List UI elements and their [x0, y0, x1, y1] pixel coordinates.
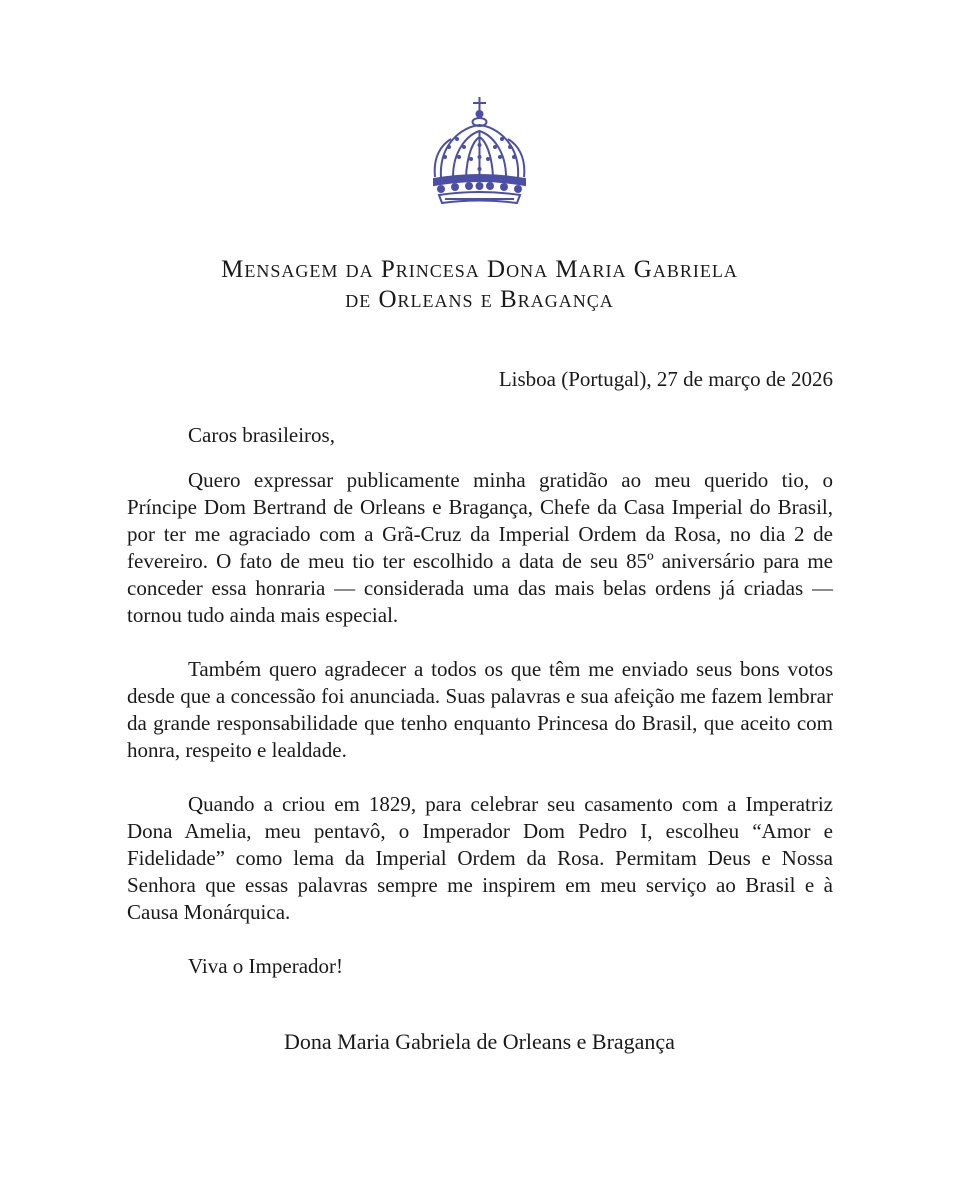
- paragraph-3: Quando a criou em 1829, para celebrar seu casamento com a Imperatriz Dona Amelia, meu pentavô, o Imperador Dom Pedro I, escolheu “Amor e Fidelidade” como lema da Imperial Ordem da Rosa. Permitam Deus e Nossa Senhora que essas palavras sempre me inspirem em meu serviço ao Brasil e à Causa Monárquica.: [127, 792, 833, 924]
- message-title-line-2: de Orleans e Bragança: [345, 286, 614, 313]
- imperial-crown-icon: [431, 95, 528, 211]
- greeting: Caros brasileiros,: [188, 423, 335, 447]
- signature-name: Dona Maria Gabriela de Orleans e Bragança: [284, 1029, 675, 1054]
- place-and-date: Lisboa (Portugal), 27 de março de 2026: [498, 367, 833, 391]
- paragraph-1: Quero expressar publicamente minha gratidão ao meu querido tio, o Príncipe Dom Bertrand de Orleans e Bragança, Chefe da Casa Imperial do Brasil, por ter me agraciado com a Grã-Cruz da Imperial Ordem da Rosa, no dia 2 de fevereiro. O fato de meu tio ter escolhido a data de seu 85º aniversário para me conceder essa honraria — considerada uma das mais belas ordens já criadas — tornou tudo ainda mais especial.: [127, 468, 833, 627]
- closing-salutation: Viva o Imperador!: [188, 954, 344, 978]
- paragraph-2: Também quero agradecer a todos os que têm me enviado seus bons votos desde que a concessão foi anunciada. Suas palavras e sua afeição me fazem lembrar da grande responsabilidade que tenho enquanto Princesa do Brasil, que aceito com honra, respeito e lealdade.: [127, 657, 833, 762]
- message-title-line-1: Mensagem da Princesa Dona Maria Gabriela: [221, 256, 738, 283]
